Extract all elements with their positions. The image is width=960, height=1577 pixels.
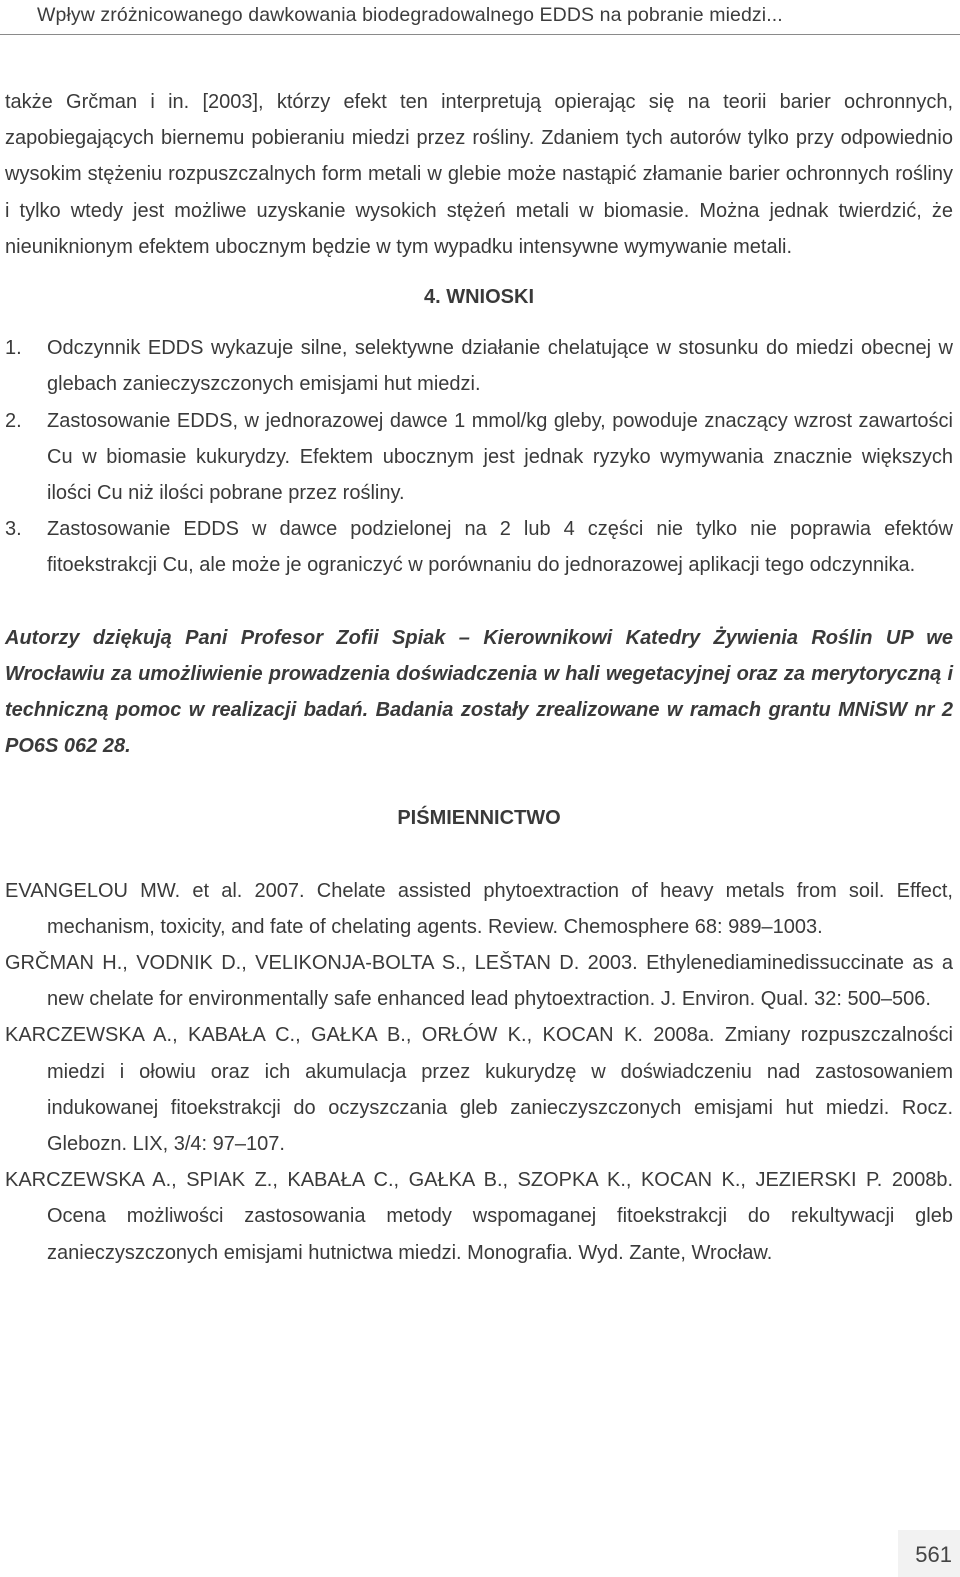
reference-item: GRČMAN H., VODNIK D., VELIKONJA-BOLTA S., LEŠTAN D. 2003. Ethylenediaminedissuccinate as a new chelate for environmentally safe enhanced lead phytoextraction. J. Environ. Qual. 32: 500–506. xyxy=(5,952,953,1011)
page-number: 561 xyxy=(915,1542,952,1567)
conclusion-number: 3. xyxy=(5,518,22,541)
conclusion-item xyxy=(5,330,953,402)
references-heading: PIŚMIENNICTWO xyxy=(397,807,561,830)
running-header: Wpływ zróżnicowanego dawkowania biodegradowalnego EDDS na pobranie miedzi... xyxy=(37,4,783,26)
page-content xyxy=(5,84,953,1271)
conclusion-text: Zastosowanie EDDS w dawce podzielonej na 2 lub 4 części nie tylko nie poprawia efektów fitoekstrakcji Cu, ale może je ograniczyć w porównaniu do jednorazowej aplikacji tego odczynnika. xyxy=(47,518,953,577)
references-list xyxy=(5,873,953,1271)
conclusion-item xyxy=(5,511,953,583)
conclusion-item xyxy=(5,403,953,512)
conclusion-text: Odczynnik EDDS wykazuje silne, selektywne działanie chelatujące w stosunku do miedzi obecnej w glebach zanieczyszczonych emisjami hut miedzi. xyxy=(47,337,953,396)
conclusions-heading: 4. WNIOSKI xyxy=(423,286,534,309)
conclusion-number: 1. xyxy=(5,337,22,360)
header-divider xyxy=(0,34,960,35)
reference-item: KARCZEWSKA A., SPIAK Z., KABAŁA C., GAŁKA B., SZOPKA K., KOCAN K., JEZIERSKI P. 2008b. Ocena możliwości zastosowania metody wspomaganej fitoekstrakcji do rekultywacji gleb zanieczyszczonych emisjami hutnictwa miedzi. Monografia. Wyd. Zante, Wrocław. xyxy=(5,1169,953,1264)
conclusion-number: 2. xyxy=(5,409,22,432)
conclusions-list xyxy=(5,330,953,583)
intro-paragraph: także Grčman i in. [2003], którzy efekt ten interpretują opierając się na teorii barier ochronnych, zapobiegających biernemu pobieraniu miedzi przez rośliny. Zdaniem tych autorów tylko przy odpowiednio wysokim stężeniu rozpuszczalnych form metali w glebie może nastąpić złamanie barier ochronnych rośliny i tylko wtedy jest możliwe uzyskanie wysokich stężeń metali w biomasie. Można jednak twierdzić, że nieuniknionym efektem ubocznym będzie w tym wypadku intensywne wymywanie metali. xyxy=(5,91,953,258)
conclusion-text: Zastosowanie EDDS, w jednorazowej dawce 1 mmol/kg gleby, powoduje znaczący wzrost zawartości Cu w biomasie kukurydzy. Efektem ubocznym jest jednak ryzyko wymywania znacznie większych ilości Cu niż ilości pobrane przez rośliny. xyxy=(47,409,953,505)
reference-item: EVANGELOU MW. et al. 2007. Chelate assisted phytoextraction of heavy metals from soil. Effect, mechanism, toxicity, and fate of chelating agents. Review. Chemosphere 68: 989–1003. xyxy=(5,879,953,938)
reference-item: KARCZEWSKA A., KABAŁA C., GAŁKA B., ORŁÓW K., KOCAN K. 2008a. Zmiany rozpuszczalności miedzi i ołowiu oraz ich akumulacja przez kukurydzę w doświadczeniu nad zastosowaniem indukowanej fitoekstrakcji do oczyszczania gleb zanieczyszczonych emisjami hut miedzi. Rocz. Glebozn. LIX, 3/4: 97–107. xyxy=(5,1024,953,1156)
acknowledgement: Autorzy dziękują Pani Profesor Zofii Spiak – Kierownikowi Katedry Żywienia Roślin UP we Wrocławiu za umożliwienie prowadzenia doświadczenia w hali wegetacyjnej oraz za merytoryczną i techniczną pomoc w realizacji badań. Badania zostały zrealizowane w ramach grantu MNiSW nr 2 PO6S 062 28. xyxy=(5,626,953,758)
